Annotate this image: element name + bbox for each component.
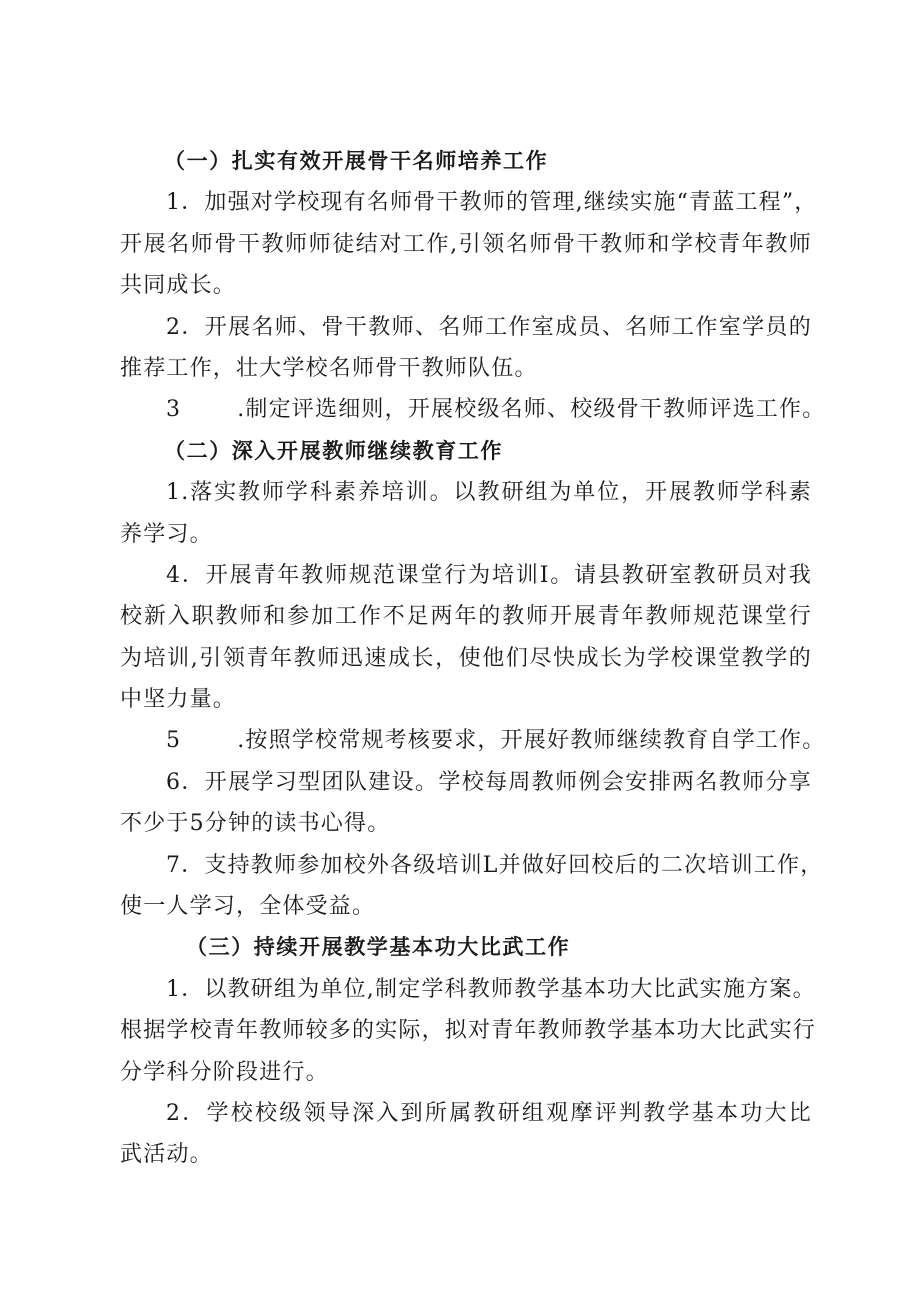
paragraph-line: 4．开展青年教师规范课堂行为培训I。请县教研室教研员对我 [166,562,812,588]
paragraph-line: 6．开展学习型团队建设。学校每周教师例会安排两名教师分享 [166,769,812,795]
paragraph-line: 为培训,引领青年教师迅速成长，使他们尽快成长为学校课堂教学的 [120,645,812,671]
section-heading-1: （一）扎实有效开展骨干名师培养工作 [164,149,549,173]
item-text: .按照学校常规考核要求，开展好教师继续教育自学工作。 [237,728,826,754]
paragraph-3-2 [120,1093,812,1176]
paragraph-line: 养学习。 [120,521,213,547]
paragraph-line: 武活动。 [120,1142,213,1168]
paragraph-line: 分学科分阶段进行。 [120,1059,329,1085]
paragraph-line: 根据学校青年教师较多的实际，拟对青年教师教学基本功大比武实行 [120,1018,817,1044]
paragraph-2-6 [120,762,812,845]
paragraph-line: 2．学校校级领导深入到所属教研组观摩评判教学基本功大比 [166,1100,812,1126]
paragraph-2-5 [120,720,826,761]
paragraph-line: 推荐工作，壮大学校名师骨干教师队伍。 [120,355,538,381]
item-text: .制定评选细则，开展校级名师、校级骨干教师评选工作。 [237,397,826,423]
paragraph-line: 1．加强对学校现有名师骨干教师的管理,继续实施“青蓝工程”， [166,190,818,216]
paragraph-2-4 [120,555,812,721]
paragraph-line: 1．以教研组为单位,制定学科教师教学基本功大比武实施方案。 [166,976,816,1002]
paragraph-3-1 [120,969,817,1093]
paragraph-1-1 [120,182,818,306]
paragraph-line: 使一人学习，全体受益。 [120,894,376,920]
paragraph-line: 校新入职教师和参加工作不足两年的教师开展青年教师规范课堂行 [120,604,812,630]
paragraph-line: 共同成长。 [120,273,237,299]
paragraph-line: 2．开展名师、骨干教师、名师工作室成员、名师工作室学员的 [166,314,812,340]
document-body [120,141,826,1176]
item-number: 5 [166,728,182,754]
paragraph-line: 中坚力量。 [120,687,237,713]
section-heading-2: （二）深入开展教师继续教育工作 [164,438,503,463]
paragraph-line: 1.落实教师学科素养培训。以教研组为单位，开展教师学科素 [166,480,812,506]
section-heading-3: （三）持续开展教学基本功大比武工作 [186,935,571,960]
paragraph-1-2 [120,307,812,390]
paragraph-line: 不少于5分钟的读书心得。 [120,811,391,837]
paragraph-1-3 [120,389,826,430]
paragraph-line: 7．支持教师参加校外各级培训L并做好回校后的二次培训工作， [166,852,824,878]
paragraph-2-1 [120,472,812,555]
paragraph-line: 开展名师骨干教师师徒结对工作,引领名师骨干教师和学校青年教师 [120,231,812,257]
paragraph-2-7 [120,845,824,928]
item-number: 3 [166,397,182,423]
